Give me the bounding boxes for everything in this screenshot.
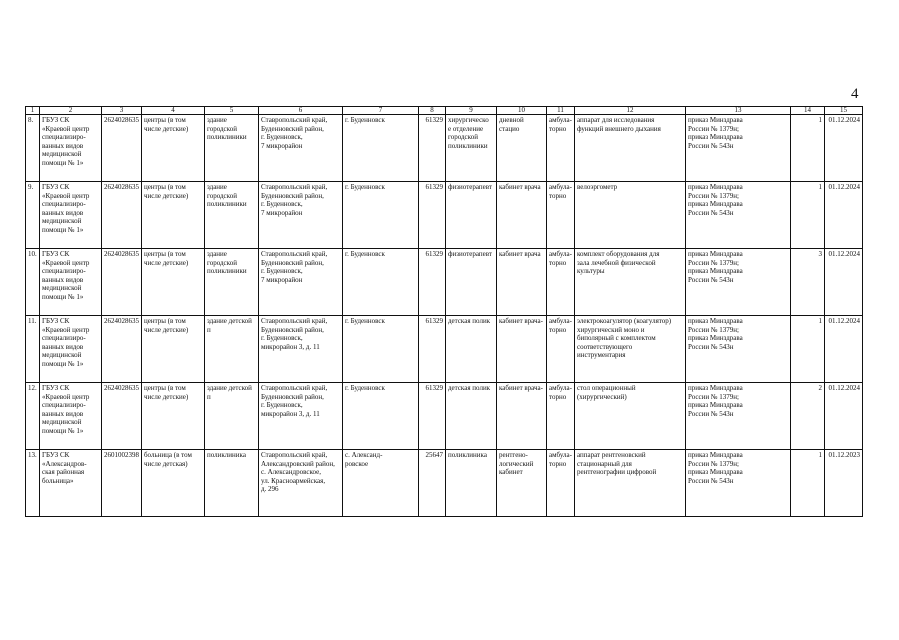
- table-cell: 61329: [419, 249, 446, 316]
- table-cell: электрокоагулятор (коагулятор) хирургический моно и биполярный с комплектом соответствующего инструментария: [574, 316, 685, 383]
- table-cell: детская полик: [446, 383, 497, 450]
- table-cell: физиотерапевт: [446, 249, 497, 316]
- table-cell: больница (в том числе детская): [142, 450, 205, 517]
- table-cell: 1: [790, 316, 824, 383]
- table-row: [26, 115, 863, 182]
- table-cell: 2: [790, 383, 824, 450]
- table-cell: Ставропольский край, Буденновский район, г. Буденновск, микрорайон 3, д. 11: [259, 383, 343, 450]
- table-cell: поликлиника: [205, 450, 259, 517]
- table-row: [26, 182, 863, 249]
- table-cell: комплект оборудования для зала лечебной физической культуры: [574, 249, 685, 316]
- table-row: [26, 383, 863, 450]
- table-cell: приказ Минздрава России № 1379н; приказ Минздрава России № 543н: [685, 182, 790, 249]
- table-cell: аппарат рентгеновский стационарный для рентгенографии цифровой: [574, 450, 685, 517]
- table-cell: здание детской п: [205, 383, 259, 450]
- table-cell: 01.12.2023: [824, 450, 862, 517]
- table-cell: 1: [790, 115, 824, 182]
- table-cell: амбула- торно: [547, 383, 575, 450]
- table-cell: Ставропольский край, Буденновский район, г. Буденновск, микрорайон 3, д. 11: [259, 316, 343, 383]
- table-cell: центры (в том числе детские): [142, 182, 205, 249]
- table-cell: г. Буденновск: [343, 182, 419, 249]
- table-cell: 01.12.2024: [824, 383, 862, 450]
- column-number: 3: [102, 107, 142, 115]
- column-number: 11: [547, 107, 575, 115]
- table-row: [26, 316, 863, 383]
- equipment-table: [25, 106, 863, 517]
- table-cell: амбула- торно: [547, 115, 575, 182]
- table-cell: г. Буденновск: [343, 316, 419, 383]
- table-row: [26, 450, 863, 517]
- table-cell: кабинет врача: [497, 249, 547, 316]
- column-number: 7: [343, 107, 419, 115]
- table-cell: ГБУЗ СК «Краевой центр специализиро- ванных видов медицинской помощи № 1»: [40, 383, 102, 450]
- table-cell: 2624028635: [102, 383, 142, 450]
- table-cell: велоэргометр: [574, 182, 685, 249]
- table-cell: г. Буденновск: [343, 249, 419, 316]
- table-cell: 2601002398: [102, 450, 142, 517]
- table-cell: центры (в том числе детские): [142, 115, 205, 182]
- table-cell: центры (в том числе детские): [142, 316, 205, 383]
- table-cell: г. Буденновск: [343, 115, 419, 182]
- table-cell: физиотерапевт: [446, 182, 497, 249]
- table-cell: 01.12.2024: [824, 182, 862, 249]
- table-cell: 2624028635: [102, 182, 142, 249]
- table-cell: ГБУЗ СК «Краевой центр специализиро- ванных видов медицинской помощи № 1»: [40, 316, 102, 383]
- table-cell: 11.: [26, 316, 40, 383]
- table-cell: амбула- торно: [547, 249, 575, 316]
- table-cell: Ставропольский край, Александровский район, с. Александровское, ул. Красноармейская, д. 296: [259, 450, 343, 517]
- table-cell: здание городской поликлиники: [205, 115, 259, 182]
- column-number: 2: [40, 107, 102, 115]
- table-cell: 01.12.2024: [824, 249, 862, 316]
- table-cell: кабинет врача-: [497, 316, 547, 383]
- table-cell: амбула- торно: [547, 316, 575, 383]
- table-cell: ГБУЗ СК «Краевой центр специализиро- ванных видов медицинской помощи № 1»: [40, 182, 102, 249]
- table-cell: аппарат для исследования функций внешнего дыхания: [574, 115, 685, 182]
- table-cell: 61329: [419, 182, 446, 249]
- page-number: 4: [851, 86, 859, 102]
- table-cell: приказ Минздрава России № 1379н; приказ Минздрава России № 543н: [685, 383, 790, 450]
- table-cell: 2624028635: [102, 316, 142, 383]
- column-number: 10: [497, 107, 547, 115]
- column-number: 15: [824, 107, 862, 115]
- table-cell: амбула- торно: [547, 182, 575, 249]
- table-cell: 61329: [419, 115, 446, 182]
- table-cell: 61329: [419, 383, 446, 450]
- table-cell: детская полик: [446, 316, 497, 383]
- table-cell: ГБУЗ СК «Краевой центр специализиро- ванных видов медицинской помощи № 1»: [40, 249, 102, 316]
- table-cell: ГБУЗ СК «Краевой центр специализиро- ванных видов медицинской помощи № 1»: [40, 115, 102, 182]
- table-cell: 2624028635: [102, 115, 142, 182]
- table-cell: 12.: [26, 383, 40, 450]
- table-cell: здание городской поликлиники: [205, 249, 259, 316]
- table-cell: здание городской поликлиники: [205, 182, 259, 249]
- table-cell: 1: [790, 182, 824, 249]
- table-cell: ГБУЗ СК «Александров- ская районная больница»: [40, 450, 102, 517]
- table-cell: амбула- торно: [547, 450, 575, 517]
- table-cell: 2624028635: [102, 249, 142, 316]
- table-cell: приказ Минздрава России № 1379н; приказ Минздрава России № 543н: [685, 249, 790, 316]
- table-cell: приказ Минздрава России № 1379н; приказ Минздрава России № 543н: [685, 450, 790, 517]
- table-cell: стол операционный (хирургический): [574, 383, 685, 450]
- table-cell: Ставропольский край, Буденновский район, г. Буденновск, 7 микрорайон: [259, 115, 343, 182]
- table-cell: 61329: [419, 316, 446, 383]
- table-cell: 8.: [26, 115, 40, 182]
- table-cell: приказ Минздрава России № 1379н; приказ Минздрава России № 543н: [685, 115, 790, 182]
- table-cell: кабинет врача: [497, 182, 547, 249]
- table-cell: центры (в том числе детские): [142, 249, 205, 316]
- table-row: [26, 249, 863, 316]
- column-number: 4: [142, 107, 205, 115]
- table-cell: 10.: [26, 249, 40, 316]
- table-cell: рентгено- логический кабинет: [497, 450, 547, 517]
- table-cell: кабинет врача-: [497, 383, 547, 450]
- table-cell: хирургическо e отделение городской поликлиники: [446, 115, 497, 182]
- table-cell: 13.: [26, 450, 40, 517]
- column-number: 1: [26, 107, 40, 115]
- column-number: 13: [685, 107, 790, 115]
- table-body: [26, 107, 863, 517]
- table-cell: 01.12.2024: [824, 316, 862, 383]
- table-cell: 01.12.2024: [824, 115, 862, 182]
- column-number: 9: [446, 107, 497, 115]
- table-cell: с. Александ- ровское: [343, 450, 419, 517]
- column-number: 6: [259, 107, 343, 115]
- column-number-row: [26, 107, 863, 115]
- column-number: 8: [419, 107, 446, 115]
- table-cell: поликлиника: [446, 450, 497, 517]
- column-number: 14: [790, 107, 824, 115]
- table-cell: 9.: [26, 182, 40, 249]
- column-number: 12: [574, 107, 685, 115]
- table-cell: здание детской п: [205, 316, 259, 383]
- table-cell: 1: [790, 450, 824, 517]
- table-cell: дневной стацио: [497, 115, 547, 182]
- table-cell: Ставропольский край, Буденновский район, г. Буденновск, 7 микрорайон: [259, 249, 343, 316]
- column-number: 5: [205, 107, 259, 115]
- table-cell: 25647: [419, 450, 446, 517]
- table-cell: 3: [790, 249, 824, 316]
- table-cell: г. Буденновск: [343, 383, 419, 450]
- table-cell: приказ Минздрава России № 1379н; приказ Минздрава России № 543н: [685, 316, 790, 383]
- table-cell: Ставропольский край, Буденновский район, г. Буденновск, 7 микрорайон: [259, 182, 343, 249]
- table-cell: центры (в том числе детские): [142, 383, 205, 450]
